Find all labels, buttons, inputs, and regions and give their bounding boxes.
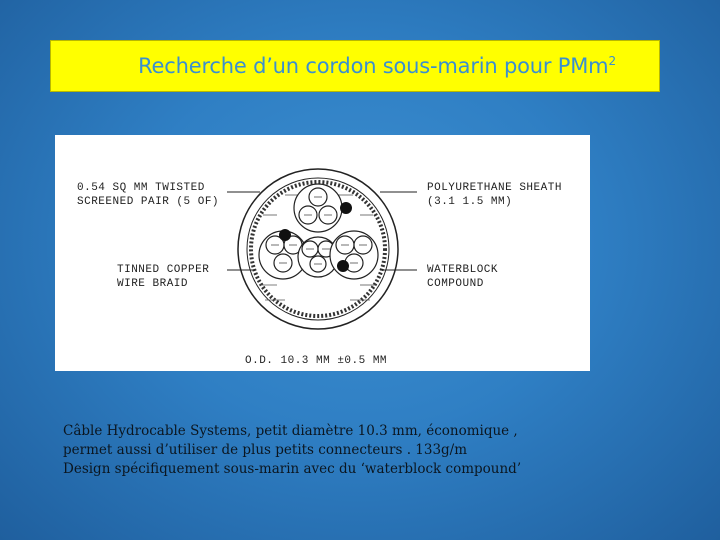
label-diameter: O.D. 10.3 MM ±0.5 MM <box>245 355 388 367</box>
cable-cross-section-figure <box>55 135 590 371</box>
caption-line-1: Câble Hydrocable Systems, petit diamètre 10.3 mm, économique , <box>63 423 518 439</box>
slide-title-superscript: 2 <box>608 54 616 68</box>
label-compound-line1: WATERBLOCK <box>427 264 499 276</box>
label-braid-line2: WIRE BRAID <box>117 278 189 290</box>
caption-line-3: Design spécifiquement sous-marin avec du ‘waterblock compound’ <box>63 461 522 477</box>
label-wire-line2: SCREENED PAIR (5 OF) <box>77 196 220 208</box>
slide-title-main: Recherche d’un cordon sous-marin pour PMm <box>138 54 609 78</box>
label-wire-line1: 0.54 SQ MM TWISTED <box>77 182 205 194</box>
caption-line-2: permet aussi d’utiliser de plus petits connecteurs . 133g/m <box>63 442 468 458</box>
label-compound-line2: COMPOUND <box>427 278 484 290</box>
title-box <box>50 40 660 92</box>
cable-diagram <box>55 135 590 371</box>
slide-title <box>138 54 616 78</box>
label-braid-line1: TINNED COPPER <box>117 264 210 276</box>
label-jacket-line2: (3.1 1.5 MM) <box>427 196 513 208</box>
label-jacket-line1: POLYURETHANE SHEATH <box>427 182 562 194</box>
caption <box>63 422 683 479</box>
